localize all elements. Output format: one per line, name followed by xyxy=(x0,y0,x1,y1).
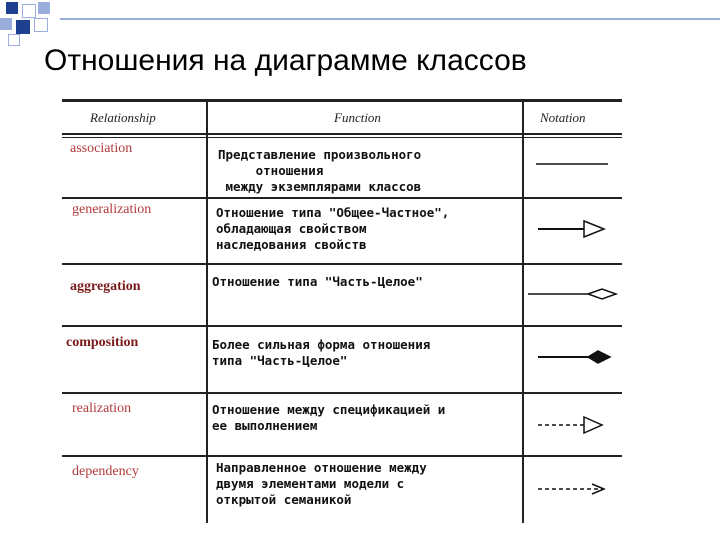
header-relationship: Relationship xyxy=(90,110,156,125)
relationship-aggregation: aggregation xyxy=(70,279,141,294)
row-divider xyxy=(62,325,622,327)
header-notation: Notation xyxy=(540,110,586,125)
row-divider xyxy=(62,455,622,457)
realization-notation xyxy=(526,403,622,453)
decor-square xyxy=(6,2,18,14)
decor-square xyxy=(0,18,12,30)
title-rule xyxy=(60,18,720,20)
relationship-association: association xyxy=(70,141,133,156)
header-function: Function xyxy=(334,110,381,125)
row-divider xyxy=(62,392,622,394)
header-divider-2 xyxy=(62,137,622,138)
function-dependency: Направленное отношение между двумя элементами модели с открытой семаникой xyxy=(216,460,427,507)
decor-square xyxy=(34,18,48,32)
hollow-diamond-icon xyxy=(588,289,616,299)
function-association: Представление произвольного отношения между экземплярами классов xyxy=(218,147,422,194)
decorative-squares xyxy=(0,0,60,50)
relationship-realization: realization xyxy=(72,401,132,416)
function-generalization: Отношение типа "Общее-Частное", обладающая свойством наследования свойств xyxy=(216,205,450,252)
decor-square xyxy=(38,2,50,14)
decor-square xyxy=(22,4,36,18)
function-realization: Отношение между спецификацией и ее выполнением xyxy=(212,402,446,433)
composition-notation xyxy=(526,332,622,382)
header-divider xyxy=(62,133,622,135)
decor-square xyxy=(8,34,20,46)
dependency-notation xyxy=(526,467,622,517)
column-divider xyxy=(522,99,524,523)
association-notation xyxy=(526,149,622,199)
page-title: Отношения на диаграмме классов xyxy=(44,44,527,77)
generalization-notation xyxy=(526,209,622,259)
function-composition: Более сильная форма отношения типа "Часть-Целое" xyxy=(212,337,431,368)
table-top-border xyxy=(62,99,622,102)
relationship-dependency: dependency xyxy=(72,464,139,479)
function-aggregation: Отношение типа "Часть-Целое" xyxy=(212,274,423,289)
hollow-triangle-icon xyxy=(584,221,604,237)
relationship-composition: composition xyxy=(66,335,139,350)
row-divider xyxy=(62,263,622,265)
aggregation-notation xyxy=(526,269,622,319)
hollow-triangle-icon xyxy=(584,417,602,433)
relationship-generalization: generalization xyxy=(72,202,152,217)
relationship-table xyxy=(62,99,622,523)
filled-diamond-icon xyxy=(588,351,610,363)
column-divider xyxy=(206,99,208,523)
decor-square xyxy=(16,20,30,34)
